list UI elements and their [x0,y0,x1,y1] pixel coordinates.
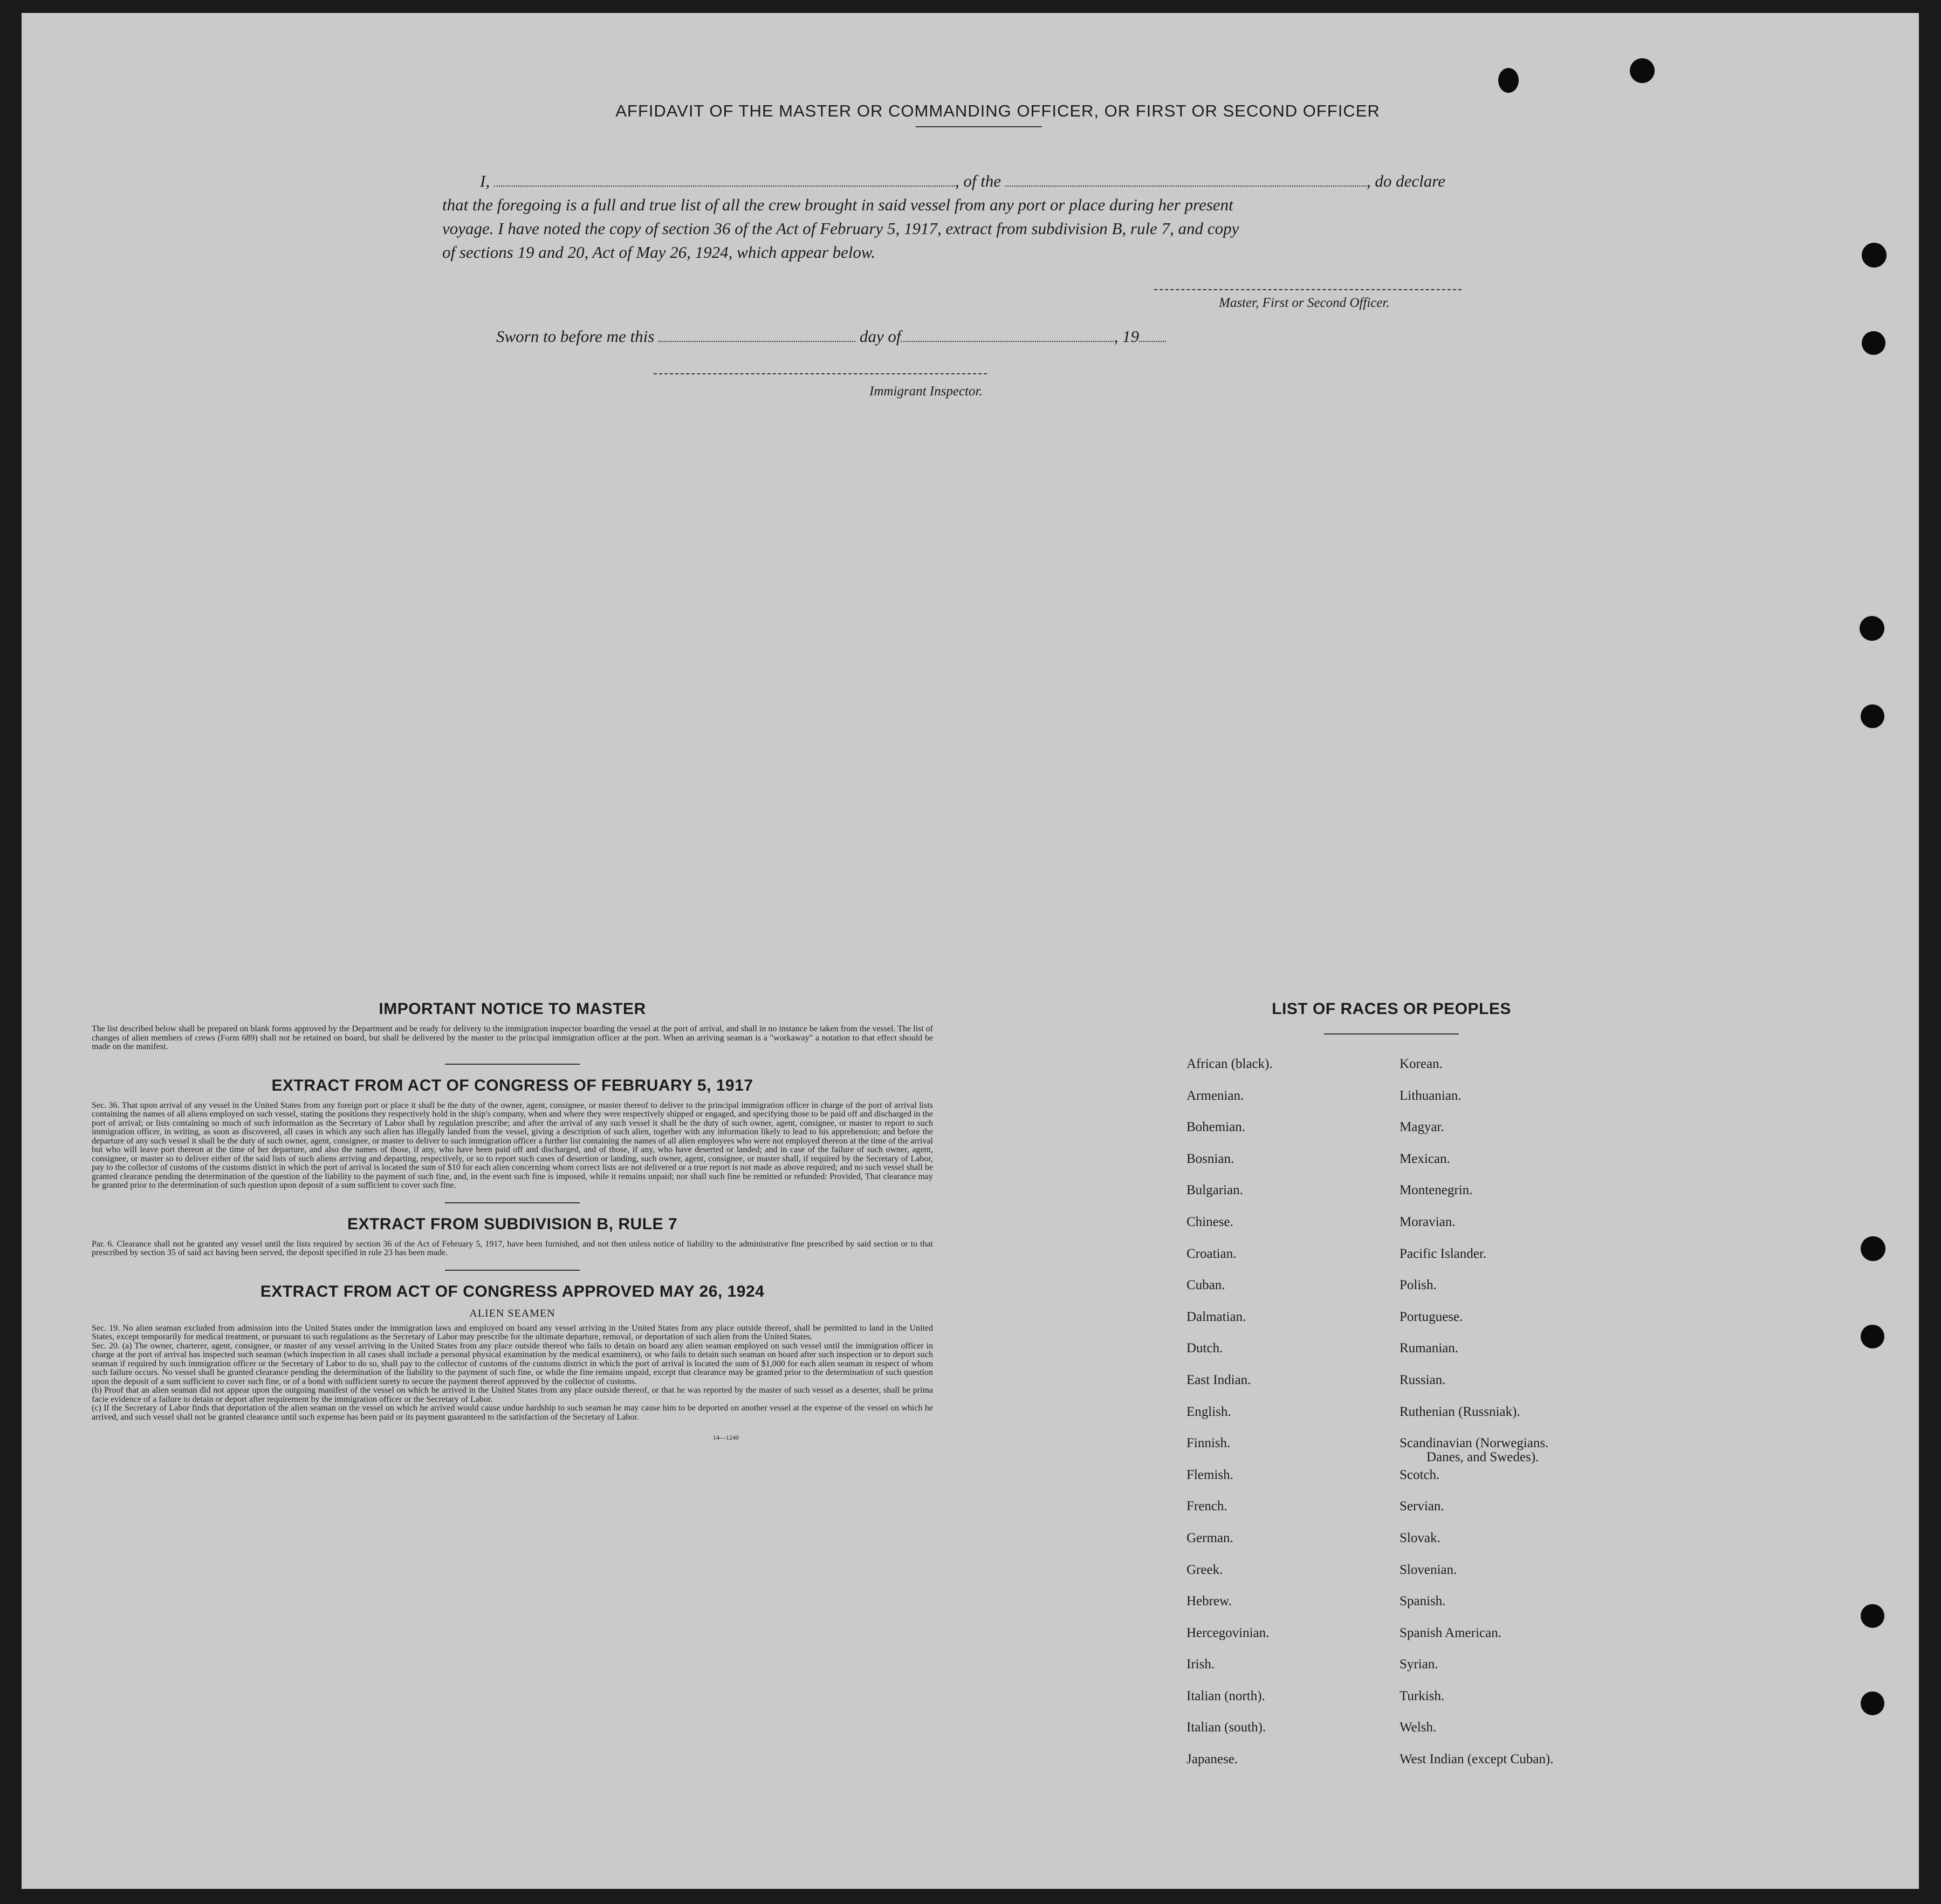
sec-20b-text: (b) Proof that an alien seaman did not appear upon the outgoing manifest of the vessel on which he arrived in the United States from any place outside thereof, or that he was reported by the master of such vessel as a deserter, shall be prima facie evidence of a failure to detain or deport after requirement by the immigration officer or the Secretary of Labor. [92,1386,933,1404]
race-item: Korean. [1400,1057,1443,1071]
master-caption: Master, First or Second Officer. [1219,296,1390,310]
race-item: Portuguese. [1400,1309,1463,1324]
race-item: Scandinavian (Norwegians. Danes, and Swedes). [1400,1436,1549,1465]
race-item: Chinese. [1186,1214,1233,1229]
form-number: 14—1240 [713,1434,739,1441]
sworn-date-field[interactable] [659,330,855,342]
master-signature-field[interactable] [1154,289,1462,290]
extract-1917-title: EXTRACT FROM ACT OF CONGRESS OF FEBRUARY 5, 1917 [271,1076,753,1094]
race-item: Japanese. [1186,1752,1238,1767]
race-item: Cuban. [1186,1278,1225,1293]
affidavit-title: AFFIDAVIT OF THE MASTER OR COMMANDING OFFICER, OR FIRST OR SECOND OFFICER [615,101,1380,120]
inspector-caption: Immigrant Inspector. [869,384,983,399]
affidavit-statement [442,169,1515,264]
race-item: Pacific Islander. [1400,1246,1487,1261]
notices-column [92,1000,933,1442]
race-item: Bosnian. [1186,1151,1234,1166]
sworn-line [496,327,1166,346]
race-item: Dutch. [1186,1341,1223,1356]
affidavit-line-4: of sections 19 and 20, Act of May 26, 1924, which appear below. [442,243,876,262]
race-item: English. [1186,1404,1231,1419]
punch-hole [1861,1691,1884,1715]
races-list [1170,1000,1656,1767]
punch-hole [1630,58,1655,83]
punch-hole [1861,704,1884,728]
extract-1917-text: Sec. 36. That upon arrival of any vessel in the United States from any foreign port or place it shall be the duty of the owner, agent, consignee, or master thereof to deliver to the principal immigration officer in charge of the port of arrival lists containing the names of all aliens employed on such vessel, stating the positions they respectively hold in the ship's company, when and where they were respectively shipped or engaged, and specifying those to be paid off and discharged in the port of arrival; or lists containing so much of such information as the Secretary of Labor shall by regulation prescribe; and after the arrival of any such vessel it shall be the duty of such owner, agent, consignee, or master to report to such immigration officer, in writing, as soon as discovered, all cases in which any such alien has illegally landed from the vessel, giving a description of such alien, together with any information likely to lead to his apprehension; and before the departure of any such vessel it shall be the duty of such owner, agent, consignee, or master to deliver to such immigration officer a further list containing the names of all alien employees who were not employed thereon at the time of the arrival but who will leave port thereon at the time of her departure, and also the names of those, if any, who have been paid off and discharged, and of those, if any, who have deserted or landed; and in case of the failure of such owner, agent, consignee, or master so to deliver either of the said lists of such aliens arriving and departing, respectively, or so to report such cases of desertion or landing, such owner, agent, consignee, or master shall, if required by the Secretary of Labor, pay to the collector of customs of the customs district in which the port of arrival is located the sum of $10 for each alien concerning whom correct lists are not delivered or a true report is not made as above required; and no such vessel shall be granted clearance pending the determination of the question of the liability to the payment of such fine, and, in the event such fine is imposed, while it remains unpaid; nor shall such fine be remitted or refunded: Provided, That clearance may be granted prior to the determination of such question upon deposit of a sum sufficient to cover such fine. [92,1100,933,1190]
affidavit-line-3: voyage. I have noted the copy of section 36 of the Act of February 5, 1917, extract from subdivision B, rule 7, and copy [442,219,1239,238]
section-divider [445,1202,580,1203]
race-item: Irish. [1186,1657,1215,1672]
race-item: Flemish. [1186,1467,1233,1482]
declarant-label: I, [480,172,490,190]
races-rule [1324,1033,1459,1035]
race-item: Armenian. [1186,1088,1244,1103]
race-item: Finnish. [1186,1436,1231,1451]
race-item: Bulgarian. [1186,1183,1243,1198]
alien-seamen-subtitle: ALIEN SEAMEN [469,1307,555,1319]
race-item: Servian. [1400,1499,1444,1514]
race-item: African (black). [1186,1057,1273,1071]
race-item: West Indian (except Cuban). [1400,1752,1554,1767]
inspector-signature-field[interactable] [654,373,987,374]
race-item: Montenegrin. [1400,1183,1473,1198]
punch-hole [1860,616,1884,641]
race-item: Hebrew. [1186,1594,1232,1609]
race-item: Croatian. [1186,1246,1237,1261]
punch-hole [1862,243,1887,268]
document-page [22,13,1919,1889]
race-item: Scotch. [1400,1467,1440,1482]
sworn-label: Sworn to before me this [496,327,655,346]
race-item: Slovak. [1400,1530,1441,1545]
race-item: Bohemian. [1186,1120,1246,1135]
year-label: , 19 [1114,327,1139,346]
notice-title: IMPORTANT NOTICE TO MASTER [379,1000,646,1018]
day-of-label: day of [859,327,901,346]
race-item: French. [1186,1499,1227,1514]
section-divider [445,1270,580,1271]
race-item: Italian (north). [1186,1688,1265,1703]
section-divider [445,1064,580,1065]
races-column-1 [1186,1057,1273,1784]
affidavit-line-1 [442,169,1515,193]
race-item: East Indian. [1186,1372,1251,1387]
punch-hole [1861,1604,1884,1628]
races-column-2 [1400,1057,1553,1784]
race-item: Italian (south). [1186,1720,1266,1735]
extract-1924-title: EXTRACT FROM ACT OF CONGRESS APPROVED MAY 26, 1924 [260,1282,765,1300]
race-item: German. [1186,1530,1233,1545]
race-item: Dalmatian. [1186,1309,1246,1324]
race-item: Rumanian. [1400,1341,1459,1356]
race-item-continued: Danes, and Swedes). [1426,1450,1539,1465]
race-item: Welsh. [1400,1720,1437,1735]
race-item: Slovenian. [1400,1562,1457,1577]
declarant-name-field[interactable] [494,174,955,187]
race-item: Ruthenian (Russniak). [1400,1404,1520,1419]
vessel-name-field[interactable] [1005,174,1367,187]
vessel-label: , of the [955,172,1002,190]
race-item: Greek. [1186,1562,1223,1577]
race-item: Mexican. [1400,1151,1450,1166]
punch-hole [1861,1236,1885,1261]
race-item: Lithuanian. [1400,1088,1462,1103]
sec-20c-text: (c) If the Secretary of Labor finds that deportation of the alien seaman on the vessel on which he arrived would cause undue hardship to such seaman he may cause him to be deported on another vessel at the expense of the vessel on which he arrived, and such vessel shall not be granted clearance until such expense has been paid or its payment guaranteed to the satisfaction of the Secretary of Labor. [92,1403,933,1422]
title-rule [916,126,1042,127]
punch-hole [1862,331,1885,355]
race-item: Polish. [1400,1278,1437,1293]
race-item: Moravian. [1400,1214,1456,1229]
races-title: LIST OF RACES OR PEOPLES [1272,1000,1511,1018]
sec-19-text: Sec. 19. No alien seaman excluded from admission into the United States under the immigration laws and employed on board any vessel arriving in the United States from any place outside thereof, shall be permitted to land in the United States, except temporarily for medical treatment, or pursuant to such regulations as the Secretary of Labor may prescribe for the ultimate departure, removal, or deportation of such alien from the United States. [92,1323,933,1341]
race-item: Turkish. [1400,1688,1445,1703]
race-item: Magyar. [1400,1120,1444,1135]
sworn-year-field[interactable] [1139,330,1166,342]
notice-text: The list described below shall be prepared on blank forms approved by the Department and be ready for delivery to the immigration inspector boarding the vessel at the port of arrival, and shall in no instance be taken from the vessel. The list of changes of alien members of crews (Form 689) shall not be retained on board, but shall be delivered by the master to the principal immigration officer at the port. When an arriving seaman is a "workaway" a notation to that effect should be made on the manifest. [92,1024,933,1051]
race-item: Hercegovinian. [1186,1625,1270,1640]
declare-label: , do declare [1366,172,1445,190]
punch-hole [1498,68,1519,93]
extract-rule7-title: EXTRACT FROM SUBDIVISION B, RULE 7 [347,1215,678,1233]
extract-rule7-text: Par. 6. Clearance shall not be granted any vessel until the lists required by section 36 of the Act of February 5, 1917, have been furnished, and not then unless notice of liability to the administrative fine prescribed by said section or to that prescribed by section 35 of said act having been served, the deposit specified in rule 23 has been made. [92,1239,933,1257]
race-item: Syrian. [1400,1657,1438,1672]
sworn-month-field[interactable] [901,330,1114,342]
affidavit-line-2: that the foregoing is a full and true list of all the crew brought in said vessel from any port or place during her present [442,195,1233,214]
race-item: Spanish American. [1400,1625,1501,1640]
punch-hole [1861,1325,1884,1348]
race-item: Spanish. [1400,1594,1446,1609]
sec-20a-text: Sec. 20. (a) The owner, charterer, agent, consignee, or master of any vessel arriving in the United States from any place outside thereof who fails to detain on board any alien seaman employed on such vessel until the immigration officer in charge at the port of arrival has inspected such seaman (which inspection in all cases shall include a personal physical examination by the medical examiners), or who fails to detain such seaman on board after such inspection or to deport such seaman if required by such immigration officer or the Secretary of Labor to do so, shall pay to the collector of customs of the customs district in which the port of arrival is located the sum of $1,000 for each alien seaman in respect of whom such failure occurs. No vessel shall be granted clearance pending the determination of the liability to the payment of such fine, or while the fine remains unpaid, except that clearance may be granted prior to the determination of such question upon the deposit of a sum sufficient to cover such fine, or of a bond with sufficient surety to secure the payment thereof approved by the collector of customs. [92,1341,933,1386]
race-item: Russian. [1400,1372,1446,1387]
